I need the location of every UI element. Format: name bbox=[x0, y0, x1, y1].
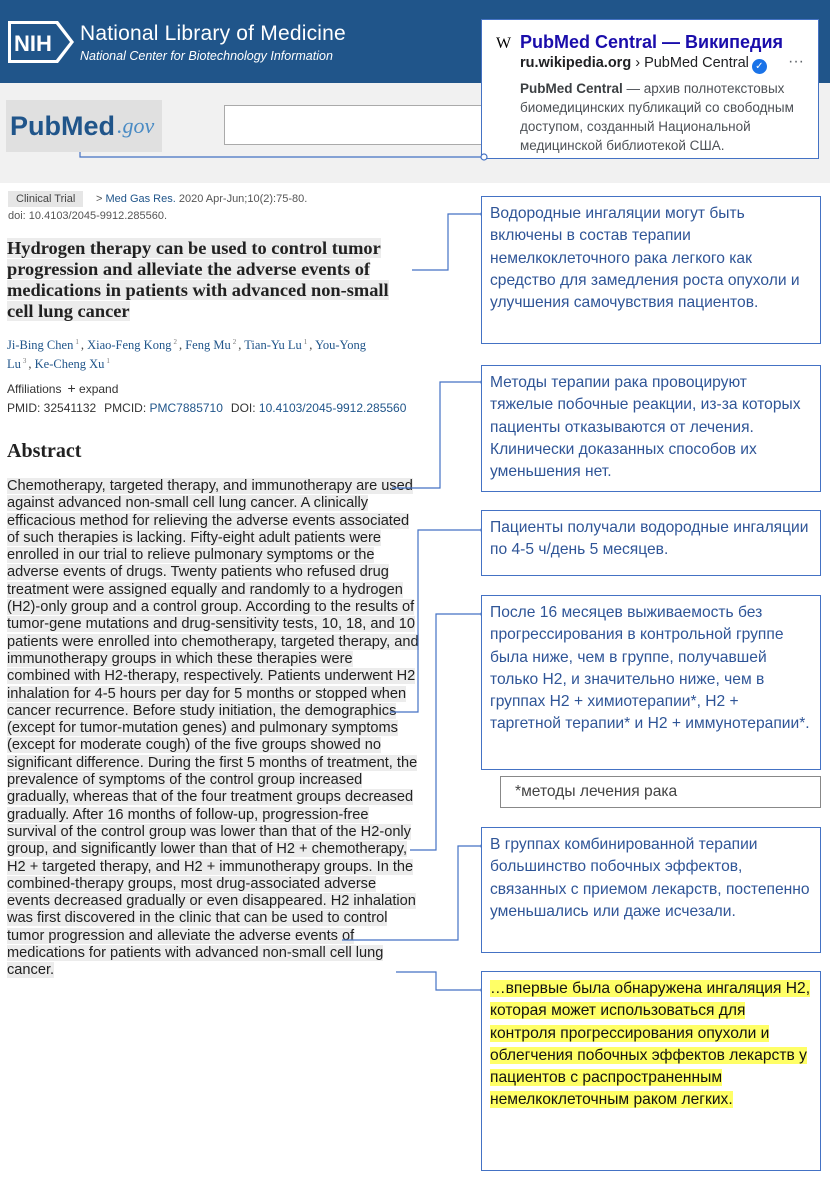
nih-logo-icon[interactable] bbox=[8, 21, 74, 63]
annotation-background: Методы терапии рака провоцируют тяжелые побочные реакции, из-за которых пациенты отказываются от лечения. Клинически доказанных способов их уменьшения нет. bbox=[481, 365, 821, 492]
annotation-conclusion-text: …впервые была обнаружена ингаляция H2, которая может использоваться для контроля прогрессирования опухоли и облегчения побочных эффектов лекарств у пациентов с распространенным немелкоклеточным раком легких. bbox=[490, 980, 811, 1109]
pubmed-logo-pub: Pub bbox=[10, 110, 61, 141]
pubmed-logo-med: Med bbox=[61, 110, 115, 141]
author-list: Ji-Bing Chen $^1$ , Xiao-Feng Kong $^2$ , Feng Mu $^2$ , Tian-Yu Lu $^1$ , You-Yong Lu $^3$ , Ke-Cheng Xu $^1$ bbox=[7, 338, 367, 372]
author-link[interactable]: Feng Mu bbox=[185, 338, 231, 353]
pubmed-logo-gov: .gov bbox=[117, 113, 155, 138]
wikipedia-search-result-card bbox=[481, 19, 819, 159]
wiki-url-path: › PubMed Central bbox=[631, 55, 749, 71]
publication-info: 2020 Apr-Jun;10(2):75-80. bbox=[175, 193, 308, 205]
nih-subtitle: National Center for Biotechnology Information bbox=[80, 49, 333, 63]
author-affiliation-number[interactable]: 3 bbox=[22, 357, 27, 366]
wiki-url-domain: ru.wikipedia.org bbox=[520, 55, 632, 71]
wiki-desc-text: — архив полнотекстовых биомедицинских публикаций со свободным доступом, созданный Национальной медицинской библиотекой США. bbox=[520, 81, 794, 153]
nih-title[interactable]: National Library of Medicine bbox=[80, 22, 346, 45]
more-options-icon[interactable]: ··· bbox=[788, 53, 804, 70]
identifiers-row bbox=[7, 401, 406, 415]
annotation-protocol: Пациенты получали водородные ингаляции по 4-5 ч/день 5 месяцев. bbox=[481, 510, 821, 576]
pubmed-logo[interactable] bbox=[6, 100, 162, 152]
pmid: PMID: 32541132 bbox=[7, 401, 97, 415]
author-affiliation-number[interactable]: 1 bbox=[75, 338, 79, 346]
author-link[interactable]: You-Yong Lu bbox=[7, 338, 367, 372]
pmcid-label: PMCID: bbox=[104, 401, 147, 415]
affiliations-row[interactable] bbox=[7, 380, 118, 396]
wiki-result-url[interactable] bbox=[520, 55, 767, 74]
author-affiliation-number[interactable]: 1 bbox=[303, 338, 308, 346]
author-affiliation-number[interactable]: 2 bbox=[173, 338, 177, 346]
doi-line: doi: 10.4103/2045-9912.285560. bbox=[8, 210, 168, 222]
journal-citation bbox=[96, 191, 307, 207]
wikipedia-icon: W bbox=[496, 35, 512, 52]
annotation-conclusion bbox=[481, 971, 821, 1171]
pmcid-link[interactable]: PMC7885710 bbox=[149, 401, 223, 415]
plus-icon: + bbox=[67, 380, 76, 396]
abstract-body: Chemotherapy, targeted therapy, and immunotherapy are used against advanced non-small cell lung cancer. A clinically efficacious method for relieving the adverse events associated of such therapies is lacking. Fifty-eight adult patients were enrolled in our trial to relieve pulmonary symptoms or the adverse events of drugs. Twenty patients who refused drug treatment were assigned equally and randomly to a hydrogen (H2)-only group and a control group. According to the results of tumor-gene mutations and drug-sensitivity tests, 10, 18, and 10 patients were enrolled into chemotherapy, targeted therapy, and immunotherapy groups in which these therapies were combined with H2-therapy, respectively. Patients underwent H2 inhalation for 4-5 hours per day for 5 months or stopped when cancer recurrence. Before study initiation, the demographics (except for tumor-mutation genes) and pulmonary symptoms (except for moderate cough) of the five groups showed no significant difference. During the first 5 months of treatment, the prevalence of symptoms of the control group increased gradually, whereas that of the four treatment groups decreased gradually. After 16 months of follow-up, progression-free survival of the control group was lower than that of the H2-only group, and significantly lower than that of H2 + chemotherapy, H2 + targeted therapy, and H2 + immunotherapy groups. In the combined-therapy groups, most drug-associated adverse events decreased gradually or even disappeared. H2 inhalation was first discovered in the clinic that can be used to control tumor progression and alleviate the adverse events of medications for patients with advanced non-small cell lung cancer. bbox=[7, 478, 419, 979]
author-affiliation-number[interactable]: 2 bbox=[232, 338, 237, 346]
expand-link[interactable]: expand bbox=[79, 382, 119, 396]
wiki-result-title[interactable]: PubMed Central — Википедия bbox=[520, 32, 784, 52]
verified-check-icon: ✓ bbox=[752, 59, 767, 74]
annotation-footnote: *методы лечения рака bbox=[500, 776, 821, 808]
doi-link[interactable]: 10.4103/2045-9912.285560 bbox=[258, 401, 407, 415]
wiki-desc-bold: PubMed Central bbox=[520, 81, 623, 96]
author-link[interactable]: Ji-Bing Chen bbox=[7, 338, 74, 353]
doi-label: DOI: bbox=[230, 401, 256, 415]
author-link[interactable]: Tian-Yu Lu bbox=[244, 338, 302, 353]
abstract-text bbox=[7, 478, 419, 980]
author-affiliation-number[interactable]: 1 bbox=[106, 357, 110, 366]
annotation-summary: Водородные ингаляции могут быть включены в состав терапии немелкоклеточного рака легкого как средство для замедления роста опухоли и улучшения самочувствия пациентов. bbox=[481, 196, 821, 344]
annotation-adverse-events: В группах комбинированной терапии большинство побочных эффектов, связанных с приемом лекарств, постепенно уменьшались или даже исчезали. bbox=[481, 827, 821, 953]
article-title-text: Hydrogen therapy can be used to control tumor progression and alleviate the adverse events of medications in patients with advanced non-small cell lung cancer bbox=[7, 238, 389, 321]
svg-text:NIH: NIH bbox=[14, 31, 52, 56]
author-link[interactable]: Xiao-Feng Kong bbox=[87, 338, 172, 353]
search-input[interactable] bbox=[224, 105, 494, 145]
journal-link[interactable]: Med Gas Res. bbox=[105, 193, 176, 205]
article-type-badge: Clinical Trial bbox=[8, 191, 83, 207]
affiliations-label: Affiliations bbox=[7, 382, 62, 396]
abstract-heading: Abstract bbox=[7, 440, 82, 462]
author-link[interactable]: Ke-Cheng Xu bbox=[34, 357, 105, 372]
article-title bbox=[7, 238, 419, 322]
annotation-survival: После 16 месяцев выживаемость без прогрессирования в контрольной группе была ниже, чем в группе, получавшей только H2, и значительно ниже, чем в группах H2 + химиотерапии*, H2 + таргетной терапии* и H2 + иммунотерапии*. bbox=[481, 595, 821, 770]
wiki-result-description bbox=[520, 79, 810, 155]
chevron-right-icon: > bbox=[96, 193, 103, 205]
